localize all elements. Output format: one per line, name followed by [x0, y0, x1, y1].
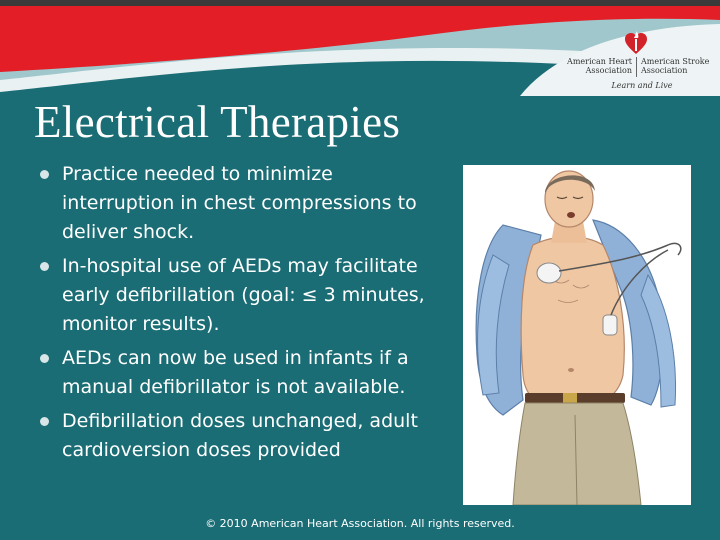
bullet-dot-icon [40, 170, 49, 179]
bullet-item [38, 344, 448, 402]
logo-left-line2: Association [585, 66, 632, 75]
copyright-footer: © 2010 American Heart Association. All rights reserved. [205, 517, 515, 530]
logo-asa-text [641, 57, 713, 75]
logo-divider [636, 57, 637, 77]
logo-right-line2: Association [641, 66, 688, 75]
bullet-item [38, 252, 448, 339]
bullet-item [38, 160, 448, 247]
bullet-text: Practice needed to minimize interruption in chest compressions to deliver shock. [62, 163, 417, 243]
bullet-text: In-hospital use of AEDs may facilitate early defibrillation (goal: ≤ 3 minutes, monitor results). [62, 255, 425, 335]
bullet-item [38, 407, 448, 465]
bullet-dot-icon [40, 262, 49, 271]
bullet-text: AEDs can now be used in infants if a manual defibrillator is not available. [62, 347, 409, 398]
slide-title: Electrical Therapies [34, 97, 401, 147]
logo-left-line1: American Heart [567, 57, 632, 66]
logo-aha-text [562, 57, 632, 75]
bullet-text: Defibrillation doses unchanged, adult cardioversion doses provided [62, 410, 418, 461]
aed-patient-illustration [463, 165, 691, 505]
logo-tagline: Learn and Live [611, 81, 673, 90]
bullet-dot-icon [40, 417, 49, 426]
bullet-dot-icon [40, 354, 49, 363]
logo-right-line1: American Stroke [641, 57, 710, 66]
bullet-list [38, 160, 448, 470]
aha-logo [562, 30, 712, 92]
heart-torch-icon [624, 30, 648, 56]
